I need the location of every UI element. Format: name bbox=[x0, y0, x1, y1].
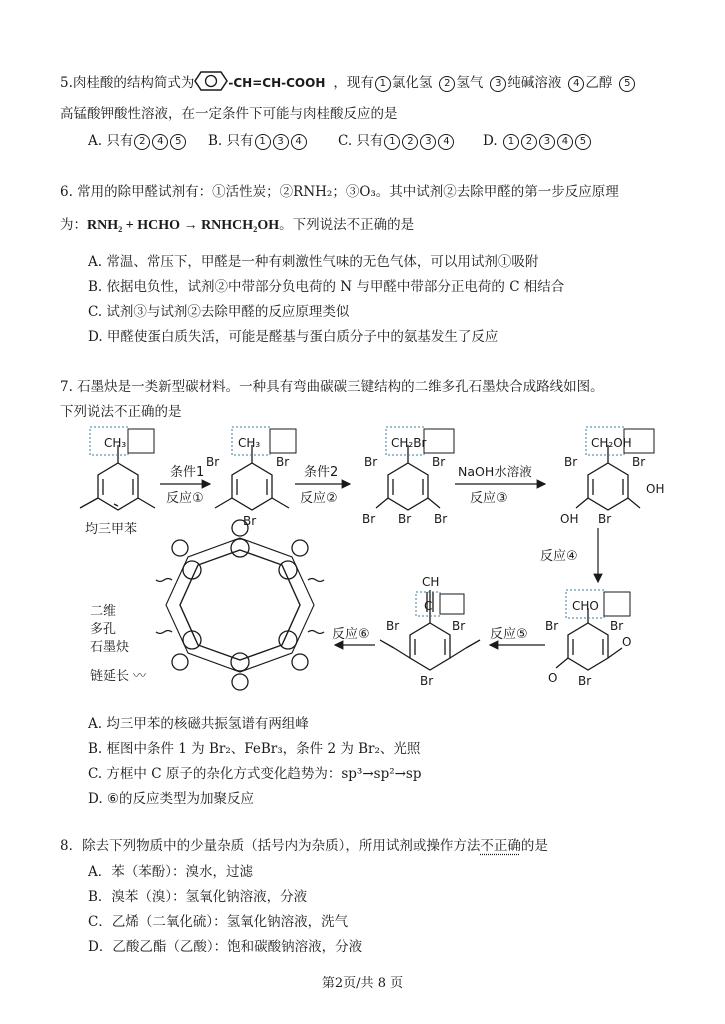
rxn1-label: 反应① bbox=[166, 491, 204, 506]
mol5-o-right: O bbox=[622, 635, 632, 649]
q8-option-b: B．溴苯（溴）：氢氧化钠溶液，分液 bbox=[88, 889, 308, 905]
mol3-br-right: Br bbox=[432, 455, 446, 469]
mol4-br-bottom: Br bbox=[598, 512, 612, 526]
q5-option bbox=[88, 132, 208, 150]
mol2-ch3: CH₃ bbox=[238, 436, 261, 450]
reagent-name: 氯化氢 bbox=[391, 75, 433, 91]
q6-option-d: D. 甲醛使蛋白质失活，可能是醛基与蛋白质分子中的氨基发生了反应 bbox=[88, 329, 499, 345]
mol6-c: C bbox=[424, 599, 433, 613]
option-number: 3 bbox=[420, 134, 436, 150]
q5-line1: 5.肉桂酸的结构简式为 -CH=CH-COOH ，现有 1 氯化氢 2 氢气 3 纯碱溶液 4 乙醇 5 bbox=[60, 70, 642, 97]
mol5-br-right: Br bbox=[610, 619, 624, 633]
mol1-ch3: CH₃ bbox=[104, 436, 127, 450]
mol3-br-br: Br bbox=[434, 512, 448, 526]
q5-option bbox=[483, 132, 633, 150]
reagent-name: 纯碱溶液 bbox=[507, 75, 562, 91]
reagent-name: 乙醇 bbox=[585, 75, 613, 91]
mol6-br-left: Br bbox=[386, 619, 400, 633]
mol6-br-right: Br bbox=[452, 619, 466, 633]
q5-line2: 高锰酸钾酸性溶液，在一定条件下可能与肉桂酸反应的是 bbox=[60, 106, 398, 122]
q5-option-label: A. 只有 bbox=[88, 133, 134, 149]
option-number: 1 bbox=[255, 134, 271, 150]
option-number: 2 bbox=[402, 134, 418, 150]
q7-option-b: B. 框图中条件 1 为 Br₂、FeBr₃，条件 2 为 Br₂、光照 bbox=[88, 741, 421, 757]
cond1-label: 条件1 bbox=[170, 465, 205, 480]
q6-line1: 6. 常用的除甲醛试剂有：①活性炭；②RNH₂；③O₃。其中试剂②去除甲醛的第一步反应原理 bbox=[60, 184, 619, 200]
synthesis-scheme bbox=[0, 420, 725, 710]
q8-option-c: C．乙烯（二氧化硫）：氢氧化钠溶液，洗气 bbox=[88, 914, 349, 930]
mol4-br-left: Br bbox=[564, 455, 578, 469]
q5-option-label: D. bbox=[483, 133, 502, 149]
product-label-1: 二维 bbox=[90, 604, 117, 619]
q6-line2: 为：RNH₂ + HCHO → RNHCH₂OH。下列说法不正确的是 bbox=[60, 217, 415, 233]
q7-option-d: D. ⑥的反应类型为加聚反应 bbox=[88, 791, 255, 807]
mol3-ch2br: CH₂Br bbox=[391, 436, 427, 450]
option-number: 5 bbox=[575, 134, 591, 150]
reagent-number: 1 bbox=[375, 76, 391, 92]
rxn3-label: 反应③ bbox=[470, 491, 508, 506]
q8-emphasis: 不正确 bbox=[480, 838, 521, 854]
q6-option-a: A. 常温、常压下，甲醛是一种有刺激性气味的无色气体，可以用试剂①吸附 bbox=[88, 254, 539, 270]
cond3-label: NaOH水溶液 bbox=[458, 464, 532, 479]
reagent-name: 氢气 bbox=[456, 75, 484, 91]
option-number: 1 bbox=[384, 134, 400, 150]
rxn4-label: 反应④ bbox=[540, 549, 578, 564]
option-number: 4 bbox=[152, 134, 168, 150]
mol2-br-right: Br bbox=[276, 455, 290, 469]
q6-option-c: C. 试剂③与试剂②去除甲醛的反应原理类似 bbox=[88, 304, 350, 320]
page-footer: 第2页/共 8 页 bbox=[321, 976, 404, 991]
rxn5-label: 反应⑤ bbox=[490, 627, 528, 642]
q7-option-a: A. 均三甲苯的核磁共振氢谱有两组峰 bbox=[88, 716, 309, 732]
option-number: 4 bbox=[291, 134, 307, 150]
mol5-cho: CHO bbox=[572, 599, 599, 613]
mol6-br-bottom: Br bbox=[420, 674, 434, 688]
rxn6-label: 反应⑥ bbox=[332, 627, 370, 642]
q8-option-a: A．苯（苯酚）：溴水，过滤 bbox=[88, 864, 253, 880]
option-number: 5 bbox=[170, 134, 186, 150]
q5-reagents bbox=[374, 75, 643, 91]
q8-line1: 8．除去下列物质中的少量杂质（括号内为杂质），所用试剂或操作方法不正确的是 bbox=[60, 838, 548, 854]
mol3-br-bottom: Br bbox=[398, 512, 412, 526]
q5-option-label: B. 只有 bbox=[208, 133, 254, 149]
product-label-2: 多孔 bbox=[90, 622, 117, 637]
mol4-br-right: Br bbox=[632, 455, 646, 469]
benzene-ring-icon bbox=[194, 70, 228, 97]
rxn2-label: 反应② bbox=[300, 491, 338, 506]
mol4-ch2oh: CH₂OH bbox=[591, 436, 632, 450]
option-number: 4 bbox=[557, 134, 573, 150]
q7-line2: 下列说法不正确的是 bbox=[60, 404, 182, 420]
reagent-number: 4 bbox=[568, 76, 584, 92]
q7-option-c: C. 方框中 C 原子的杂化方式变化趋势为：sp³→sp²→sp bbox=[88, 766, 422, 782]
mol5-br-bottom: Br bbox=[578, 674, 592, 688]
q5-options bbox=[88, 132, 648, 150]
reagent-number: 5 bbox=[619, 76, 635, 92]
q6-option-b: B. 依据电负性，试剂②中带部分负电荷的 N 与甲醛中带部分正电荷的 C 相结合 bbox=[88, 279, 565, 295]
cond2-label: 条件2 bbox=[304, 465, 339, 480]
q5-option bbox=[338, 132, 483, 150]
option-number: 3 bbox=[539, 134, 555, 150]
mol4-oh-right: OH bbox=[646, 482, 665, 496]
mol2-br-left: Br bbox=[206, 455, 220, 469]
q5-option-label: C. 只有 bbox=[338, 133, 384, 149]
option-number: 2 bbox=[134, 134, 150, 150]
product-label-3: 石墨炔 bbox=[90, 640, 130, 655]
mesitylene-label: 均三甲苯 bbox=[85, 522, 138, 537]
reagent-number: 2 bbox=[439, 76, 455, 92]
mol4-oh-left: OH bbox=[560, 512, 579, 526]
mol5-br-left: Br bbox=[545, 619, 559, 633]
q7-line1: 7. 石墨炔是一类新型碳材料。一种具有弯曲碳碳三键结构的二维多孔石墨炔合成路线如图。 bbox=[60, 379, 604, 395]
mol6-ch: CH bbox=[422, 575, 440, 589]
mol3-br-bl: Br bbox=[362, 512, 376, 526]
mol3-br-left: Br bbox=[364, 455, 378, 469]
option-number: 3 bbox=[273, 134, 289, 150]
q5-option bbox=[208, 132, 338, 150]
option-number: 2 bbox=[521, 134, 537, 150]
reagent-number: 3 bbox=[490, 76, 506, 92]
option-number: 4 bbox=[438, 134, 454, 150]
mol2-br-bottom: Br bbox=[243, 514, 257, 528]
q6-equation: RNH₂ + HCHO → RNHCH₂OH bbox=[87, 218, 280, 233]
chain-label: 链延长 〰 bbox=[90, 669, 147, 684]
q8-option-d: D．乙酸乙酯（乙酸）：饱和碳酸钠溶液，分液 bbox=[88, 939, 363, 955]
mol5-o-left: O bbox=[548, 671, 558, 685]
option-number: 1 bbox=[503, 134, 519, 150]
